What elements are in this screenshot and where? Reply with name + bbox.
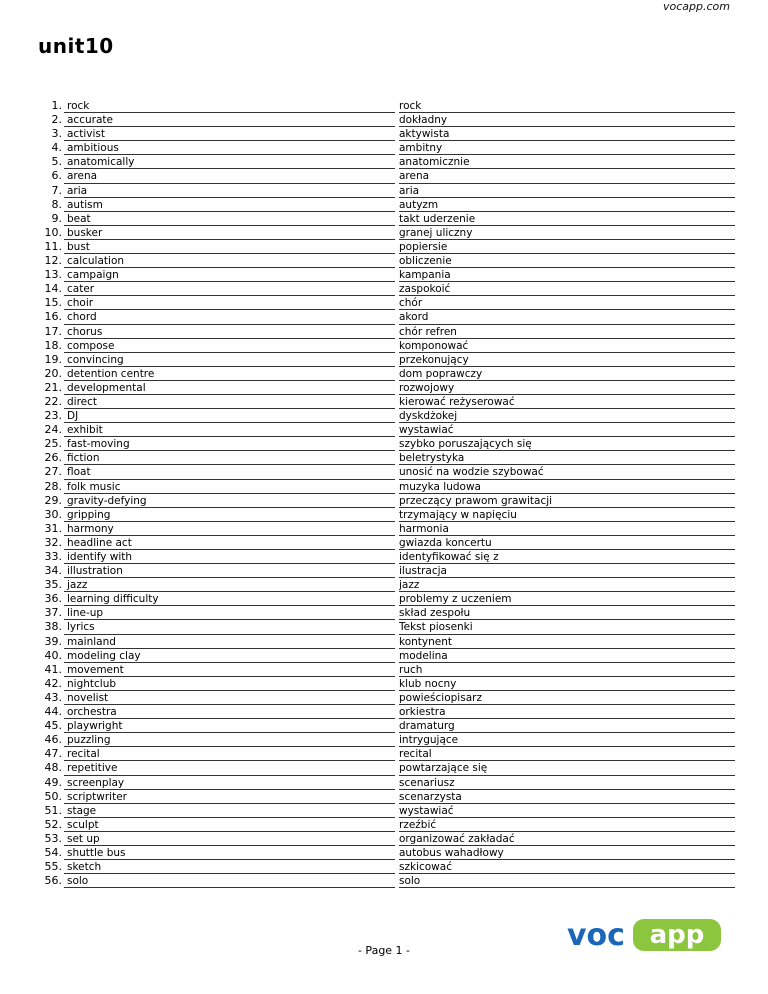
item-term: calculation [64,254,395,268]
item-term: puzzling [64,733,395,747]
item-number: 13. [44,268,62,282]
item-term: convincing [64,353,395,367]
list-item [30,691,735,705]
item-translation: komponować [399,339,735,353]
item-number: 48. [44,761,62,775]
item-term: illustration [64,564,395,578]
item-number: 35. [44,578,62,592]
item-term: harmony [64,522,395,536]
item-number: 55. [44,860,62,874]
item-number: 25. [44,437,62,451]
item-number: 4. [51,141,62,155]
item-term: novelist [64,691,395,705]
item-translation: Tekst piosenki [399,620,735,634]
item-number: 18. [44,338,62,352]
item-term: shuttle bus [64,846,395,860]
item-term: detention centre [64,367,395,381]
item-number: 52. [44,817,62,831]
item-translation: dom poprawczy [399,367,735,381]
list-item [30,127,735,141]
item-term: DJ [64,409,395,423]
item-number: 11. [44,239,62,253]
vocabulary-list [30,99,735,888]
item-term: aria [64,184,395,198]
item-term: folk music [64,480,395,494]
item-number: 14. [44,282,62,296]
item-translation: scenarzysta [399,790,735,804]
item-number: 33. [44,550,62,563]
item-term: gravity-defying [64,494,395,508]
item-term: recital [64,747,395,761]
vocapp-logo [567,918,722,952]
list-item [30,409,735,423]
list-item [30,155,735,169]
item-term: beat [64,212,395,226]
item-translation: gwiazda koncertu [399,536,735,550]
item-term: sculpt [64,818,395,832]
item-term: set up [64,832,395,846]
list-item [30,480,735,494]
item-number: 34. [44,564,62,578]
list-item [30,846,735,860]
item-term: orchestra [64,705,395,719]
item-translation: szybko poruszających się [399,437,735,451]
item-term: gripping [64,508,395,522]
item-translation: rzeźbić [399,818,735,832]
list-item [30,536,735,550]
item-number: 44. [44,705,62,719]
list-item [30,550,735,564]
item-term: fiction [64,451,395,465]
item-term: mainland [64,635,395,649]
item-number: 45. [44,719,62,733]
list-item [30,733,735,747]
item-number: 2. [51,113,62,127]
item-term: lyrics [64,620,395,634]
item-number: 37. [44,606,62,620]
list-item [30,353,735,367]
item-number: 32. [44,535,62,549]
item-translation: aria [399,184,735,198]
list-item [30,465,735,479]
logo-voc-text: voc [567,918,625,952]
item-number: 12. [44,254,62,268]
list-item [30,184,735,198]
list-item [30,296,735,310]
item-term: autism [64,198,395,212]
item-term: activist [64,127,395,141]
item-term: jazz [64,578,395,592]
item-translation: autobus wahadłowy [399,846,735,860]
item-translation: kontynent [399,635,735,649]
item-translation: organizować zakładać [399,832,735,846]
item-term: sketch [64,860,395,874]
list-item [30,649,735,663]
item-term: modeling clay [64,649,395,663]
list-item [30,776,735,790]
item-term: bust [64,240,395,254]
item-number: 54. [44,845,62,859]
item-number: 28. [44,479,62,493]
item-translation: trzymający w napięciu [399,508,735,522]
item-translation: ambitny [399,141,735,155]
item-number: 16. [44,310,62,324]
item-translation: solo [399,874,735,888]
list-item [30,860,735,874]
list-item [30,832,735,846]
item-number: 3. [51,127,62,141]
list-item [30,747,735,761]
list-item [30,169,735,183]
item-term: fast-moving [64,437,395,451]
item-term: movement [64,663,395,677]
list-item [30,339,735,353]
page-title: unit10 [38,34,114,58]
list-item [30,325,735,339]
list-item [30,564,735,578]
list-item [30,508,735,522]
item-term: choir [64,296,395,310]
list-item [30,254,735,268]
item-number: 5. [51,155,62,169]
page-number: - Page 1 - [357,944,411,957]
list-item [30,212,735,226]
item-term: developmental [64,381,395,395]
list-item [30,705,735,719]
item-term: stage [64,804,395,818]
list-item [30,282,735,296]
item-term: nightclub [64,677,395,691]
item-number: 9. [51,211,62,225]
item-term: accurate [64,113,395,127]
item-translation: unosić na wodzie szybować [399,465,735,479]
item-term: chorus [64,325,395,339]
item-term: solo [64,874,395,888]
item-number: 53. [44,831,62,845]
item-number: 30. [44,507,62,521]
item-translation: rock [399,99,735,113]
item-number: 46. [44,733,62,747]
item-term: exhibit [64,423,395,437]
item-number: 38. [44,620,62,634]
item-translation: akord [399,310,735,324]
list-item [30,198,735,212]
item-translation: obliczenie [399,254,735,268]
item-translation: arena [399,169,735,183]
item-translation: modelina [399,649,735,663]
item-translation: beletrystyka [399,451,735,465]
item-translation: skład zespołu [399,606,735,620]
item-number: 26. [44,451,62,465]
item-translation: przeczący prawom grawitacji [399,494,735,508]
item-translation: przekonujący [399,353,735,367]
item-number: 41. [44,662,62,676]
list-item [30,592,735,606]
item-term: line-up [64,606,395,620]
item-translation: jazz [399,578,735,592]
item-translation: zaspokoić [399,282,735,296]
item-translation: chór refren [399,325,735,339]
list-item [30,99,735,113]
item-number: 7. [51,183,62,197]
item-number: 17. [44,324,62,338]
item-translation: intrygujące [399,733,735,747]
item-translation: powieściopisarz [399,691,735,705]
list-item [30,113,735,127]
item-term: playwright [64,719,395,733]
item-term: identify with [64,550,395,564]
item-term: chord [64,310,395,324]
item-number: 31. [44,521,62,535]
item-number: 43. [44,690,62,704]
item-number: 15. [44,296,62,310]
item-term: arena [64,169,395,183]
item-term: campaign [64,268,395,282]
item-translation: recital [399,747,735,761]
item-number: 47. [44,747,62,761]
item-number: 40. [44,648,62,662]
item-term: rock [64,99,395,113]
item-translation: popiersie [399,240,735,254]
item-term: headline act [64,536,395,550]
list-item [30,620,735,634]
list-item [30,240,735,254]
item-number: 22. [44,394,62,408]
item-number: 8. [51,197,62,211]
item-translation: rozwojowy [399,381,735,395]
item-number: 51. [44,803,62,817]
item-translation: problemy z uczeniem [399,592,735,606]
logo-app-text: app [649,920,705,950]
item-number: 27. [44,465,62,479]
list-item [30,494,735,508]
item-term: float [64,465,395,479]
item-translation: aktywista [399,127,735,141]
list-item [30,451,735,465]
list-item [30,141,735,155]
item-term: cater [64,282,395,296]
item-translation: wystawiać [399,804,735,818]
list-item [30,395,735,409]
list-item [30,874,735,888]
item-translation: harmonia [399,522,735,536]
item-term: direct [64,395,395,409]
item-term: repetitive [64,761,395,775]
list-item [30,804,735,818]
item-translation: powtarzające się [399,761,735,775]
item-term: screenplay [64,776,395,790]
item-translation: ilustracja [399,564,735,578]
item-translation: dyskdżokej [399,409,735,423]
item-number: 1. [51,99,62,112]
item-translation: identyfikować się z [399,550,735,564]
list-item [30,790,735,804]
item-number: 42. [44,676,62,690]
item-number: 49. [44,775,62,789]
item-term: scriptwriter [64,790,395,804]
item-number: 6. [51,169,62,183]
item-term: compose [64,339,395,353]
list-item [30,310,735,324]
list-item [30,663,735,677]
item-number: 21. [44,380,62,394]
item-number: 23. [44,409,62,423]
item-translation: dokładny [399,113,735,127]
list-item [30,226,735,240]
item-number: 10. [44,225,62,239]
item-translation: chór [399,296,735,310]
item-translation: wystawiać [399,423,735,437]
item-term: ambitious [64,141,395,155]
item-number: 50. [44,789,62,803]
list-item [30,818,735,832]
list-item [30,268,735,282]
item-translation: kierować reżyserować [399,395,735,409]
item-translation: anatomicznie [399,155,735,169]
list-item [30,677,735,691]
list-item [30,437,735,451]
list-item [30,381,735,395]
item-number: 39. [44,634,62,648]
list-item [30,761,735,775]
list-item [30,578,735,592]
item-translation: autyzm [399,198,735,212]
list-item [30,522,735,536]
item-number: 56. [44,874,62,888]
item-translation: muzyka ludowa [399,480,735,494]
item-number: 36. [44,592,62,606]
item-translation: kampania [399,268,735,282]
item-translation: szkicować [399,860,735,874]
list-item [30,719,735,733]
item-translation: ruch [399,663,735,677]
item-number: 19. [44,352,62,366]
item-translation: orkiestra [399,705,735,719]
list-item [30,367,735,381]
item-translation: dramaturg [399,719,735,733]
item-translation: scenariusz [399,776,735,790]
item-translation: takt uderzenie [399,212,735,226]
item-number: 24. [44,423,62,437]
item-translation: klub nocny [399,677,735,691]
list-item [30,635,735,649]
site-url: vocapp.com [663,0,730,13]
item-translation: granej uliczny [399,226,735,240]
item-term: busker [64,226,395,240]
item-number: 20. [44,366,62,380]
item-term: learning difficulty [64,592,395,606]
list-item [30,606,735,620]
item-number: 29. [44,493,62,507]
list-item [30,423,735,437]
item-term: anatomically [64,155,395,169]
